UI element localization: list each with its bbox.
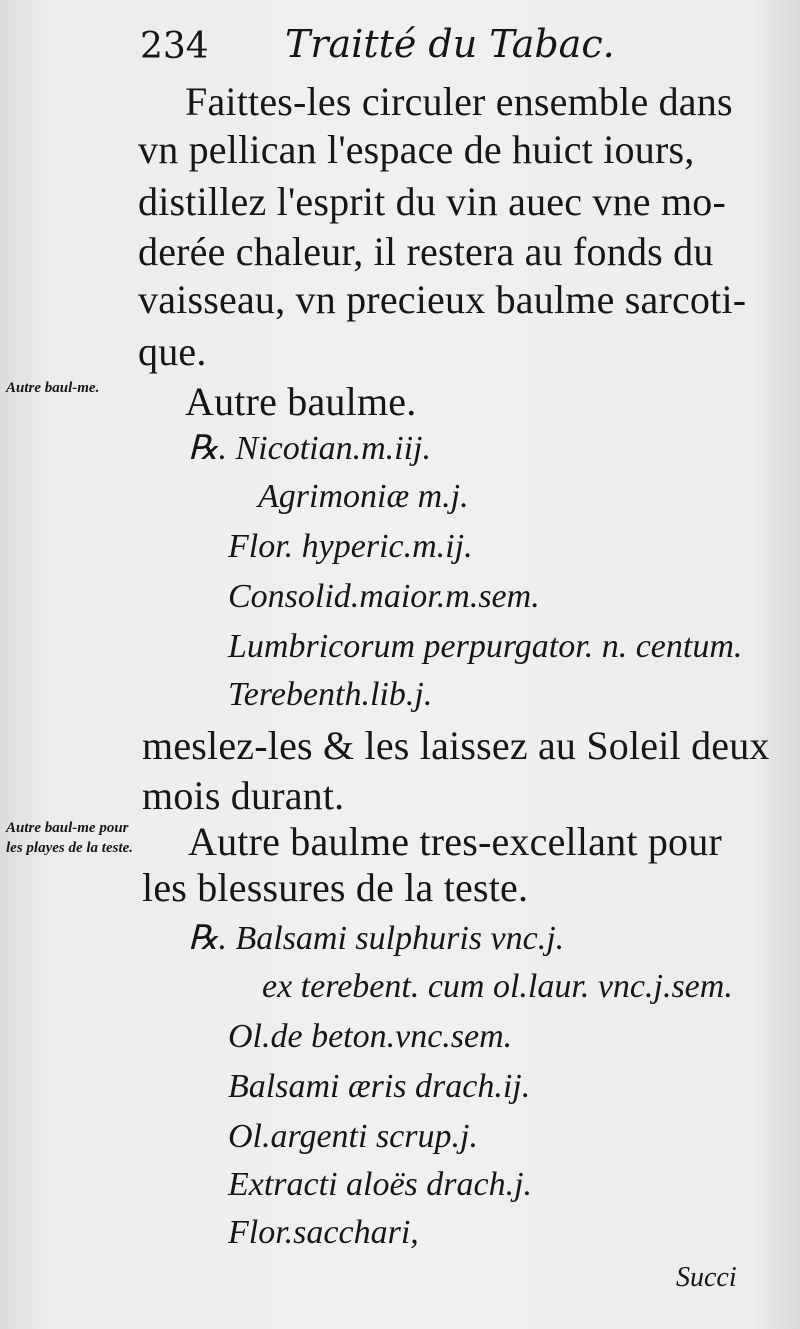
recipe-line: Extracti aloës drach.j. xyxy=(228,1166,533,1203)
section-heading: Autre baulme. xyxy=(185,379,417,424)
recipe-line: Ol.de beton.vnc.sem. xyxy=(228,1018,513,1055)
text-line: distillez l'esprit du vin auec vne mo- xyxy=(138,179,726,224)
section-heading: Autre baulme tres-excellant pour xyxy=(188,819,722,864)
recipe-line: ℞. Balsami sulphuris vnc.j. xyxy=(188,920,565,957)
recipe-line: Flor.sacchari, xyxy=(228,1214,419,1251)
recipe-line: Lumbricorum perpurgator. n. centum. xyxy=(228,628,743,665)
recipe-line: ex terebent. cum ol.laur. vnc.j.sem. xyxy=(262,968,733,1005)
recipe-line: Ol.argenti scrup.j. xyxy=(228,1118,478,1155)
recipe-line: Agrimoniæ m.j. xyxy=(258,478,469,515)
text-line: vn pellican l'espace de huict iours, xyxy=(138,127,695,172)
page-header xyxy=(140,18,740,68)
recipe-line: Balsami æris drach.ij. xyxy=(228,1068,531,1105)
catchword: Succi xyxy=(676,1262,737,1293)
text-line: meslez-les & les laissez au Soleil deux xyxy=(142,723,770,768)
text-line: Faittes-les circuler ensemble dans xyxy=(185,79,733,124)
margin-note-autre-baulme: Autre baul-me. xyxy=(6,380,100,396)
text-line: que. xyxy=(138,329,207,374)
recipe-line: Terebenth.lib.j. xyxy=(228,676,433,713)
recipe-line: Consolid.maior.m.sem. xyxy=(228,578,540,615)
page-number: 234 xyxy=(140,26,209,67)
text-line: derée chaleur, il restera au fonds du xyxy=(138,229,714,274)
recipe-line: ℞. Nicotian.m.iij. xyxy=(188,430,431,467)
margin-note-autre-baulme-playes: Autre baul-me pour les playes de la teste. xyxy=(6,820,134,856)
text-line: vaisseau, vn precieux baulme sarcoti- xyxy=(138,277,747,322)
recipe-line: Flor. hyperic.m.ij. xyxy=(228,528,473,565)
text-line: mois durant. xyxy=(142,773,345,818)
running-title: Traitté du Tabac. xyxy=(285,22,615,66)
text-line: les blessures de la teste. xyxy=(142,865,529,910)
